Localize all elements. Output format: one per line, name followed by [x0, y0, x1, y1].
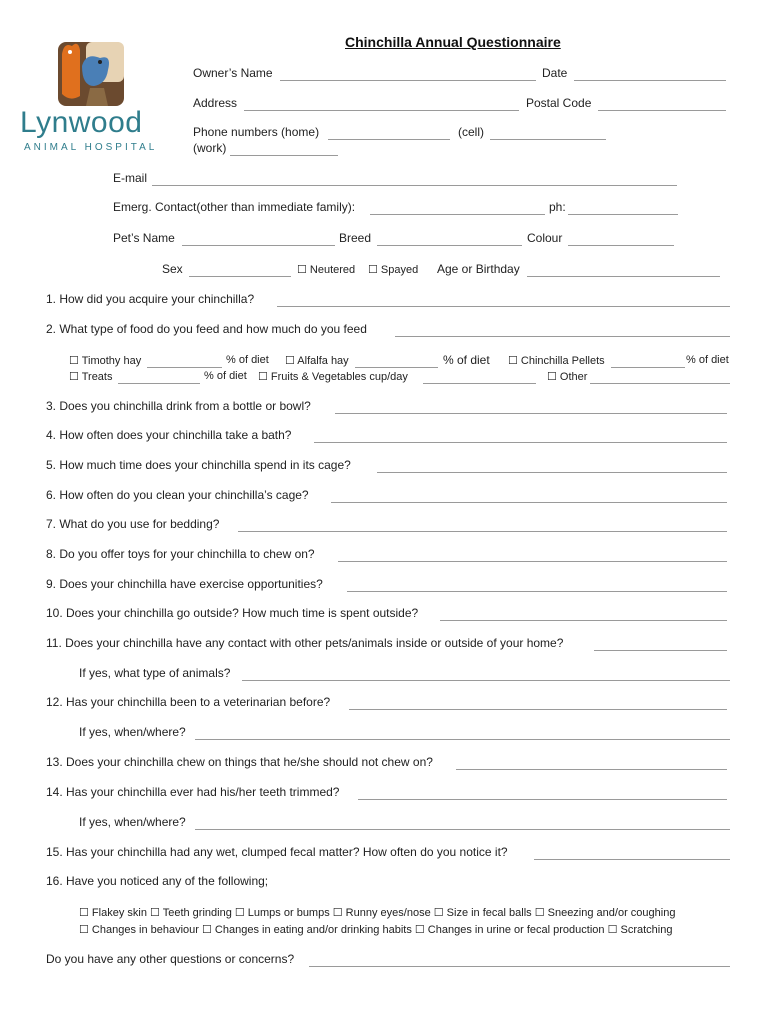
emerg-phone-label: ph: — [549, 200, 566, 214]
question-15: 15. Has your chinchilla had any wet, clumped fecal matter? How often do you notice it? — [46, 845, 508, 859]
question-3-answer[interactable] — [335, 413, 727, 414]
email-label: E-mail — [113, 171, 148, 185]
emerg-contact-field[interactable] — [370, 214, 545, 215]
fruits-vegetables-field[interactable] — [423, 383, 536, 384]
date-field[interactable] — [574, 80, 726, 81]
timothy-hay-field[interactable] — [147, 367, 222, 368]
emerg-contact-label: Emerg. Contact(other than immediate family): — [113, 200, 356, 214]
hospital-logo — [20, 36, 185, 156]
question-7: 7. What do you use for bedding? — [46, 517, 220, 531]
question-14-answer[interactable] — [358, 799, 727, 800]
treats-checkbox[interactable]: ☐ Treats — [69, 371, 113, 383]
symptom-checklist-row-2[interactable]: ☐ Changes in behaviour ☐ Changes in eating and/or drinking habits ☐ Changes in urine or fecal production ☐ Scratching — [79, 924, 673, 936]
work-field[interactable] — [230, 155, 338, 156]
sex-field[interactable] — [189, 276, 291, 277]
question-5: 5. How much time does your chinchilla spend in its cage? — [46, 458, 351, 472]
alfalfa-pct-label: % of diet — [443, 353, 490, 367]
treats-field[interactable] — [118, 383, 200, 384]
question-7-answer[interactable] — [238, 531, 727, 532]
age-label: Age or Birthday — [437, 262, 520, 276]
colour-field[interactable] — [568, 245, 674, 246]
question-11-answer[interactable] — [594, 650, 727, 651]
logo-subtitle: ANIMAL HOSPITAL — [24, 142, 158, 153]
work-label: (work) — [193, 141, 227, 155]
question-11: 11. Does your chinchilla have any contact with other pets/animals inside or outside of your home? — [46, 636, 564, 650]
cell-field[interactable] — [490, 139, 606, 140]
question-11-followup: If yes, what type of animals? — [79, 666, 231, 680]
alfalfa-hay-checkbox[interactable]: ☐ Alfalfa hay — [285, 355, 349, 367]
symptom-checklist-row-1[interactable]: ☐ Flakey skin ☐ Teeth grinding ☐ Lumps or bumps ☐ Runny eyes/nose ☐ Size in fecal balls ☐ Sneezing and/or coughing — [79, 907, 676, 919]
question-9-answer[interactable] — [347, 591, 727, 592]
question-12-answer[interactable] — [349, 709, 727, 710]
spayed-checkbox[interactable]: ☐ Spayed — [368, 264, 419, 276]
breed-label: Breed — [339, 231, 372, 245]
fruits-vegetables-checkbox[interactable]: ☐ Fruits & Vegetables cup/day — [258, 371, 408, 383]
pet-name-field[interactable] — [182, 245, 335, 246]
breed-field[interactable] — [377, 245, 522, 246]
question-13-answer[interactable] — [456, 769, 727, 770]
question-12-followup: If yes, when/where? — [79, 725, 186, 739]
timothy-pct-label: % of diet — [226, 354, 269, 366]
owner-name-field[interactable] — [280, 80, 536, 81]
phone-home-label: Phone numbers (home) — [193, 125, 320, 139]
question-8: 8. Do you offer toys for your chinchilla to chew on? — [46, 547, 315, 561]
emerg-phone-field[interactable] — [568, 214, 678, 215]
question-3: 3. Does you chinchilla drink from a bottle or bowl? — [46, 399, 311, 413]
question-8-answer[interactable] — [338, 561, 727, 562]
question-10-answer[interactable] — [440, 620, 727, 621]
question-4-answer[interactable] — [314, 442, 727, 443]
age-field[interactable] — [527, 276, 720, 277]
page-title: Chinchilla Annual Questionnaire — [345, 34, 561, 50]
question-12-followup-answer[interactable] — [195, 739, 730, 740]
question-6: 6. How often do you clean your chinchilla’s cage? — [46, 488, 309, 502]
pellets-field[interactable] — [611, 367, 685, 368]
question-13: 13. Does your chinchilla chew on things that he/she should not chew on? — [46, 755, 433, 769]
phone-home-field[interactable] — [328, 139, 450, 140]
animal-logo-icon — [56, 36, 128, 108]
question-14: 14. Has your chinchilla ever had his/her teeth trimmed? — [46, 785, 340, 799]
question-1: 1. How did you acquire your chinchilla? — [46, 292, 255, 306]
owner-name-label: Owner’s Name — [193, 66, 273, 80]
question-15-answer[interactable] — [534, 859, 730, 860]
question-11-followup-answer[interactable] — [242, 680, 730, 681]
alfalfa-hay-field[interactable] — [355, 367, 438, 368]
question-1-answer[interactable] — [277, 306, 730, 307]
question-5-answer[interactable] — [377, 472, 727, 473]
final-question-answer[interactable] — [309, 966, 730, 967]
question-14-followup-answer[interactable] — [195, 829, 730, 830]
logo-name: Lynwood — [20, 106, 143, 139]
address-field[interactable] — [244, 110, 519, 111]
date-label: Date — [542, 66, 568, 80]
final-question: Do you have any other questions or concerns? — [46, 952, 295, 966]
treats-pct-label: % of diet — [204, 370, 247, 382]
question-2-answer[interactable] — [395, 336, 730, 337]
question-6-answer[interactable] — [331, 502, 727, 503]
question-2: 2. What type of food do you feed and how much do you feed — [46, 322, 367, 336]
postal-code-label: Postal Code — [526, 96, 592, 110]
other-food-field[interactable] — [590, 383, 730, 384]
address-label: Address — [193, 96, 238, 110]
sex-label: Sex — [162, 262, 183, 276]
neutered-checkbox[interactable]: ☐ Neutered — [297, 264, 356, 276]
postal-code-field[interactable] — [598, 110, 726, 111]
pellets-pct-label: % of diet — [686, 354, 729, 366]
colour-label: Colour — [527, 231, 563, 245]
timothy-hay-checkbox[interactable]: ☐ Timothy hay — [69, 355, 142, 367]
pet-name-label: Pet’s Name — [113, 231, 175, 245]
question-12: 12. Has your chinchilla been to a veterinarian before? — [46, 695, 331, 709]
question-4: 4. How often does your chinchilla take a bath? — [46, 428, 292, 442]
cell-label: (cell) — [458, 125, 484, 139]
other-food-checkbox[interactable]: ☐ Other — [547, 371, 588, 383]
question-10: 10. Does your chinchilla go outside? How much time is spent outside? — [46, 606, 419, 620]
question-16: 16. Have you noticed any of the following; — [46, 874, 269, 888]
chinchilla-pellets-checkbox[interactable]: ☐ Chinchilla Pellets — [508, 355, 605, 367]
question-14-followup: If yes, when/where? — [79, 815, 186, 829]
email-field[interactable] — [152, 185, 677, 186]
question-9: 9. Does your chinchilla have exercise opportunities? — [46, 577, 323, 591]
